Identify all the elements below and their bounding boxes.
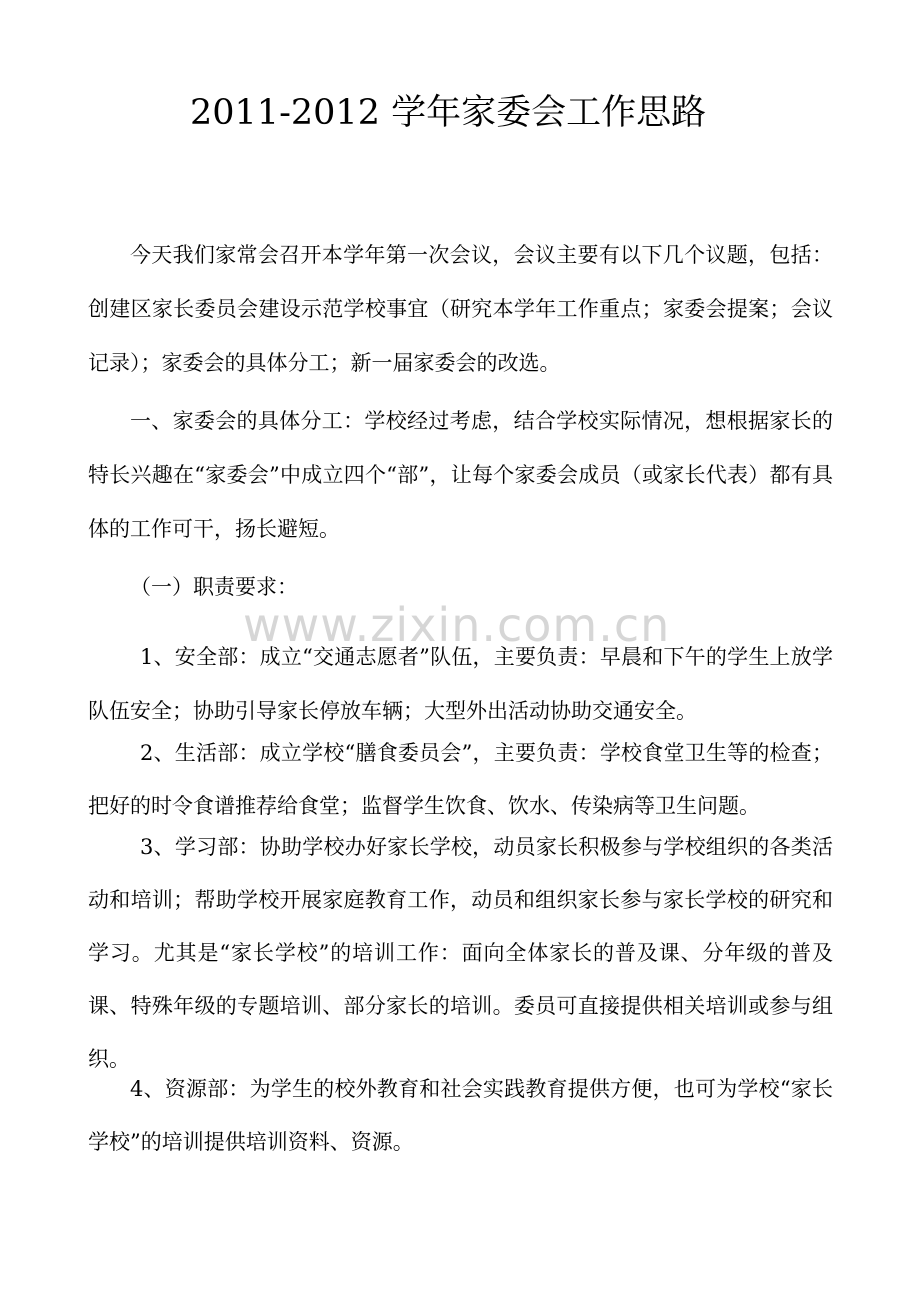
paragraph-study-department: 3、学习部：协助学校办好家长学校，动员家长积极参与学校组织的各类活动和培训；帮助学校开展家庭教育工作，动员和组织家长参与家长学校的研究和学习。尤其是“家长学校”的培训工作：面向全体家长的普及课、分年级的普及课、特殊年级的专题培训、部分家长的培训。委员可直接提供相关培训或参与组织。 [88, 835, 833, 1071]
document-title: 2011-2012 学年家委会工作思路 [190, 93, 707, 133]
paragraph-section-one: 一、家委会的具体分工：学校经过考虑，结合学校实际情况，想根据家长的特长兴趣在“家委会”中成立四个“部”，让每个家委会成员（或家长代表）都有具体的工作可干，扬长避短。 [88, 409, 833, 541]
paragraph-intro: 今天我们家常会召开本学年第一次会议，会议主要有以下几个议题，包括：创建区家长委员会建设示范学校事宜（研究本学年工作重点；家委会提案；会议记录）；家委会的具体分工；新一届家委会的改选。 [88, 243, 833, 375]
paragraph-life-department: 2、生活部：成立学校“膳食委员会”，主要负责：学校食堂卫生等的检查；把好的时令食谱推荐给食堂；监督学生饮食、饮水、传染病等卫生问题。 [88, 741, 833, 818]
watermark-text: www.zixin.com.cn [243, 598, 671, 652]
paragraph-resource-department: 4、资源部：为学生的校外教育和社会实践教育提供方便，也可为学校“家长学校”的培训提供培训资料、资源。 [88, 1077, 833, 1154]
paragraph-safety-department: 1、安全部：成立“交通志愿者”队伍，主要负责：早晨和下午的学生上放学队伍安全；协助引导家长停放车辆；大型外出活动协助交通安全。 [88, 645, 833, 723]
paragraph-duty-heading: （一）职责要求： [130, 575, 298, 599]
